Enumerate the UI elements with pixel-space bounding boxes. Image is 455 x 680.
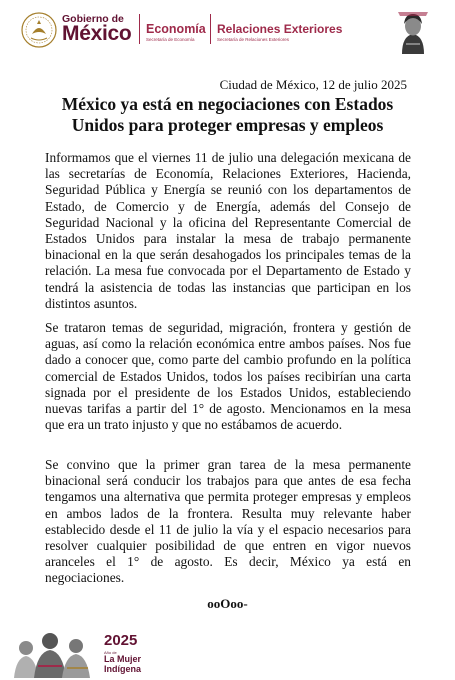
divider <box>139 14 140 44</box>
relaciones-sub-label: Secretaría de Relaciones Exteriores <box>217 37 290 42</box>
document-title: México ya está en negociaciones con Estados Unidos para proteger empresas y empleos <box>61 94 394 135</box>
paragraph-3: Se convino que la primer gran tarea de la mesa permanente binacional será conducir los trabajos para que antes de esa fecha tengamos una alternativa que permita proteger empresas y empleos en ambos lados de la frontera. Resulta muy relevante haber establecido desde el 11 de julio la vía y el espacio necesarios para resolver cualquier posibilidad de que entren en vigor nuevos aranceles el 1° de agosto. Es decir, México ya está en negociaciones. <box>45 457 411 586</box>
indigenous-women-illustration-icon <box>12 622 102 678</box>
paragraph-2: Se trataron temas de seguridad, migración, frontera y gestión de aguas, así como la relación económica entre ambos países. Nos fue dado a conocer que, como parte del cambio profundo en la política comercial de Estados Unidos, todos los países recibirían una carta signada por el presidente de los Estados Unidos, estableciendo nuevas tarifas a partir del 1° de agosto. Mencionamos en la mesa que era un trato injusto y que no estábamos de acuerdo. <box>45 320 411 433</box>
year-sub-label: Año de <box>104 650 117 655</box>
gobierno-label: Gobierno de <box>62 13 124 25</box>
mujer-label: La Mujer <box>104 654 142 664</box>
woman-portrait-icon <box>388 6 438 56</box>
place-date: Ciudad de México, 12 de julio 2025 <box>219 77 407 92</box>
paragraph-1: Informamos que el viernes 11 de julio una delegación mexicana de las secretarías de Economía, Relaciones Exteriores, Hacienda, Seguridad Pública y Energía se reunió con los departamentos de Estado, de Comercio y de Energía, además del Consejo de Seguridad Nacional y la oficina del Representante Comercial de Estados Unidos para instalar la mesa de trabajo permanente binacional en la que serán desahogados los principales temas de la relación. La mesa fue convocada por el Departamento de Estado y tendrá la asistencia de todas las instancias que participan en los distintos asuntos. <box>45 150 411 311</box>
divider <box>210 14 211 44</box>
economia-label: Economía <box>146 22 206 36</box>
year-label: 2025 <box>104 632 138 649</box>
closing-mark: ooOoo- <box>207 596 248 611</box>
mexico-label: México <box>62 22 132 45</box>
mexico-coat-of-arms-icon <box>20 10 58 50</box>
relaciones-label: Relaciones Exteriores <box>217 22 343 36</box>
letterhead <box>0 0 455 60</box>
indigena-label: Indígena <box>104 664 142 674</box>
economia-sub-label: Secretaría de Economía <box>146 37 195 42</box>
